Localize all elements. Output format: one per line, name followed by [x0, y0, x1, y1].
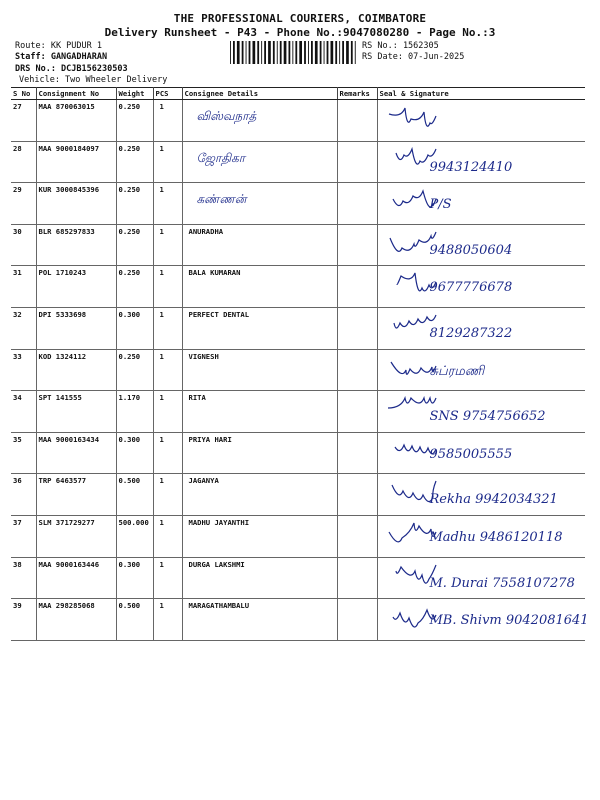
weight-cell: 0.250 [116, 349, 153, 391]
pcs-cell: 1 [153, 432, 182, 474]
consignee-handwritten: ஜோதிகா [196, 150, 246, 165]
consignee-cell [182, 141, 337, 183]
consignee-name: DURGA LAKSHMI [188, 559, 245, 569]
company-title: THE PROFESSIONAL COURIERS, COIMBATORE [173, 12, 427, 25]
consignment-cell: MAA 298285068 [36, 599, 116, 641]
remarks-cell [337, 557, 377, 599]
weight-cell: 0.300 [116, 307, 153, 349]
weight-cell: 0.300 [116, 432, 153, 474]
table-row [11, 266, 585, 308]
column-header: S No [11, 88, 36, 100]
sno-cell: 34 [11, 391, 36, 433]
pcs-cell: 1 [153, 557, 182, 599]
remarks-cell [337, 391, 377, 433]
pcs-cell: 1 [153, 349, 182, 391]
rs-date: RS Date: 07-Jun-2025 [362, 52, 465, 62]
remarks-cell [337, 266, 377, 308]
weight-cell: 0.500 [116, 474, 153, 516]
table-row [11, 474, 585, 516]
seal-cell [377, 515, 585, 557]
consignee-name [185, 144, 189, 153]
consignee-name [185, 102, 189, 111]
sno-cell: 37 [11, 515, 36, 557]
sno-cell: 28 [11, 141, 36, 183]
consignment-cell: KOD 1324112 [36, 349, 116, 391]
seal-signature-text: 9943124410 [429, 159, 513, 175]
seal-signature-text: P/S [429, 197, 452, 213]
consignment-cell: BLR 685297833 [36, 224, 116, 266]
column-header: Remarks [337, 88, 377, 100]
table-row [11, 349, 585, 391]
consignment-cell: MAA 9000184097 [36, 141, 116, 183]
seal-signature-text: SNS 9754756652 [429, 409, 546, 425]
remarks-cell [337, 183, 377, 225]
route-label: Route: KK PUDUR 1 [15, 41, 102, 51]
pcs-cell: 1 [153, 141, 182, 183]
sno-cell: 33 [11, 349, 36, 391]
runsheet-table [11, 87, 589, 641]
consignee-handwritten: விஸ்வநாத் [196, 109, 257, 123]
weight-cell: 0.250 [116, 100, 153, 142]
weight-cell: 0.250 [116, 141, 153, 183]
seal-signature-text: Madhu 9486120118 [429, 529, 563, 545]
table-header-row [11, 88, 585, 100]
barcode-image [230, 41, 357, 64]
remarks-cell [337, 141, 377, 183]
consignment-cell: DPI 5333698 [36, 307, 116, 349]
consignment-cell: MAA 870063015 [36, 100, 116, 142]
table-row [11, 141, 585, 183]
seal-cell [377, 474, 585, 516]
signature-scribble-icon [380, 101, 575, 137]
consignee-cell [182, 432, 337, 474]
seal-cell [377, 183, 585, 225]
consignee-cell [182, 224, 337, 266]
sno-cell: 29 [11, 183, 36, 225]
weight-cell: 500.000 [116, 515, 153, 557]
table-row [11, 100, 585, 142]
weight-cell: 0.500 [116, 599, 153, 641]
sno-cell: 39 [11, 599, 36, 641]
remarks-cell [337, 599, 377, 641]
consignment-cell: SPT 141555 [36, 391, 116, 433]
column-header: Weight [116, 88, 153, 100]
consignee-name: PERFECT DENTAL [188, 309, 250, 319]
seal-cell [377, 349, 585, 391]
seal-cell [377, 100, 585, 142]
remarks-cell [337, 224, 377, 266]
consignee-cell [182, 557, 337, 599]
pcs-cell: 1 [153, 266, 182, 308]
consignee-name: JAGANYA [188, 476, 219, 486]
signature-scribble-icon [380, 184, 575, 220]
consignee-cell [182, 391, 337, 433]
consignee-cell [182, 183, 337, 225]
remarks-cell [337, 100, 377, 142]
remarks-cell [337, 432, 377, 474]
pcs-cell: 1 [153, 599, 182, 641]
table-row [11, 224, 585, 266]
sno-cell: 32 [11, 307, 36, 349]
consignee-name [185, 185, 189, 194]
consignee-cell [182, 474, 337, 516]
consignee-cell [182, 100, 337, 142]
consignee-name: PRIYA HARI [188, 434, 232, 444]
consignment-cell: SLM 371729277 [36, 515, 116, 557]
seal-cell [377, 391, 585, 433]
consignee-cell [182, 515, 337, 557]
consignee-handwritten: கண்ணன் [196, 192, 247, 207]
pcs-cell: 1 [153, 307, 182, 349]
seal-cell [377, 141, 585, 183]
consignment-cell: KUR 3000845396 [36, 183, 116, 225]
consignment-cell: MAA 9000163434 [36, 432, 116, 474]
seal-signature-text: 9488050604 [429, 242, 513, 258]
consignee-name: MARAGATHAMBALU [188, 601, 250, 611]
table-row [11, 183, 585, 225]
seal-signature-text: M. Durai 7558107278 [429, 575, 575, 591]
consignee-cell [182, 599, 337, 641]
table-row [11, 432, 585, 474]
sno-cell: 38 [11, 557, 36, 599]
remarks-cell [337, 474, 377, 516]
table-row [11, 599, 585, 641]
consignment-cell: POL 1710243 [36, 266, 116, 308]
drs-number: DRS No.: DCJB156230503 [15, 64, 128, 74]
weight-cell: 0.300 [116, 557, 153, 599]
seal-signature-text: 9677776678 [429, 280, 513, 296]
seal-cell [377, 266, 585, 308]
vehicle-label: Vehicle: Two Wheeler Delivery [19, 75, 168, 85]
remarks-cell [337, 515, 377, 557]
sno-cell: 35 [11, 432, 36, 474]
seal-cell [377, 599, 589, 641]
seal-cell [377, 307, 585, 349]
seal-signature-text: 9585005555 [429, 446, 513, 462]
seal-cell [377, 557, 585, 599]
runsheet-subtitle: Delivery Runsheet - P43 - Phone No.:9047080280 - Page No.:3 [104, 26, 496, 39]
weight-cell: 1.170 [116, 391, 153, 433]
remarks-cell [337, 307, 377, 349]
remarks-cell [337, 349, 377, 391]
seal-cell [377, 432, 585, 474]
table-row [11, 391, 585, 433]
table-row [11, 515, 585, 557]
pcs-cell: 1 [153, 515, 182, 557]
weight-cell: 0.250 [116, 266, 153, 308]
consignee-cell [182, 307, 337, 349]
column-header: Consignment No [36, 88, 116, 100]
table-row [11, 307, 585, 349]
sno-cell: 27 [11, 100, 36, 142]
consignee-name: ANURADHA [188, 226, 224, 236]
consignee-cell [182, 266, 337, 308]
seal-signature-text: 8129287322 [429, 325, 513, 341]
weight-cell: 0.250 [116, 183, 153, 225]
column-header: PCS [153, 88, 182, 100]
pcs-cell: 1 [153, 224, 182, 266]
seal-cell [377, 224, 585, 266]
consignee-name: RITA [188, 393, 206, 403]
consignment-cell: TRP 6463577 [36, 474, 116, 516]
seal-signature-text: சுப்ரமணி [429, 363, 485, 379]
consignee-name: VIGNESH [188, 351, 219, 361]
seal-signature-text: MB. Shivm 9042081641 [429, 613, 589, 629]
consignee-name: BALA KUMARAN [188, 268, 241, 278]
pcs-cell: 1 [153, 183, 182, 225]
sno-cell: 36 [11, 474, 36, 516]
consignee-name: MADHU JAYANTHI [188, 517, 250, 527]
pcs-cell: 1 [153, 474, 182, 516]
weight-cell: 0.250 [116, 224, 153, 266]
column-header: Seal & Signature [377, 88, 585, 100]
pcs-cell: 1 [153, 100, 182, 142]
sno-cell: 31 [11, 266, 36, 308]
seal-signature-text: Rekha 9942034321 [429, 492, 558, 508]
rs-number: RS No.: 1562305 [362, 41, 439, 51]
consignment-cell: MAA 9000163446 [36, 557, 116, 599]
sno-cell: 30 [11, 224, 36, 266]
consignee-cell [182, 349, 337, 391]
column-header: Consignee Details [182, 88, 337, 100]
table-row [11, 557, 585, 599]
pcs-cell: 1 [153, 391, 182, 433]
staff-label: Staff: GANGADHARAN [15, 52, 108, 62]
